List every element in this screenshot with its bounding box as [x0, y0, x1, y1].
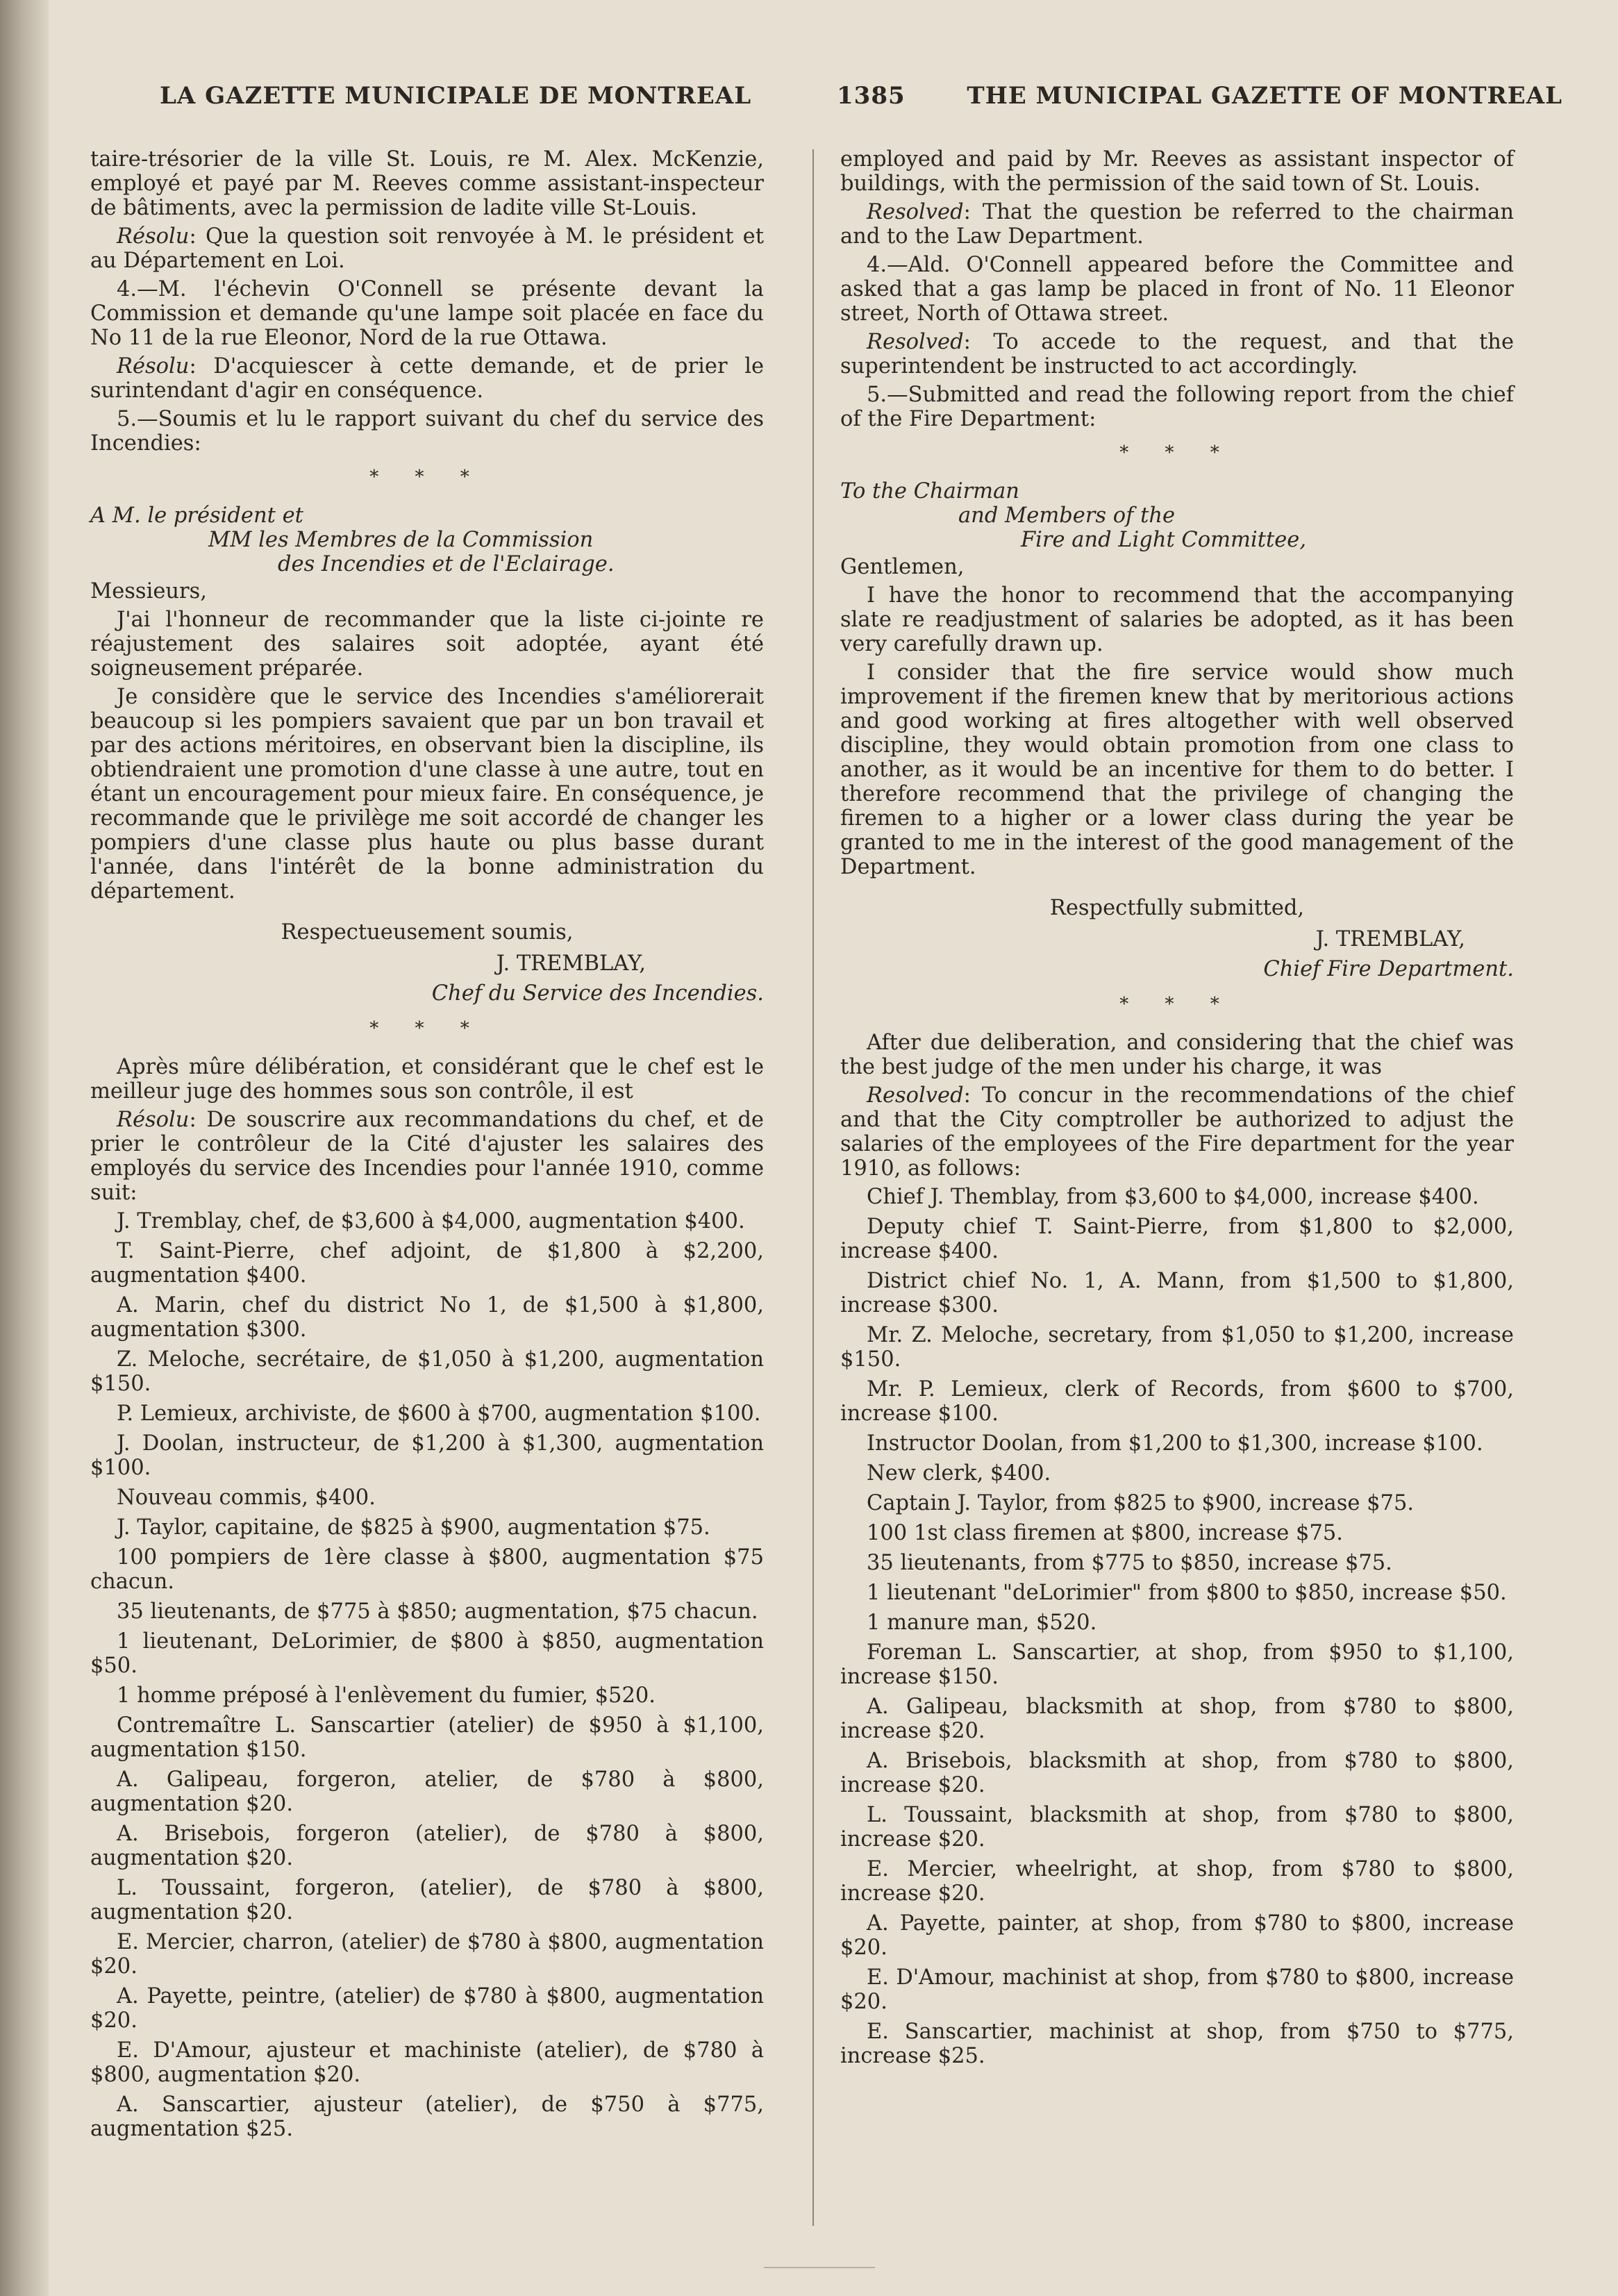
running-header	[160, 82, 1562, 124]
letter-paragraph: I consider that the fire service would show much improvement if the firemen knew that by meritorious actions and good working at fires altogether with well observed discipline, they would obtain promotion from one class to another, as it would be an incentive for them to do better. I therefore recommend that the privilege of changing the firemen to a higher or a lower class during the year be granted to me in the interest of the good management of the Department.	[840, 660, 1514, 879]
paragraph: employed and paid by Mr. Reeves as assistant inspector of buildings, with the permission of the said town of St. Louis.	[840, 147, 1514, 196]
english-column	[840, 147, 1514, 2074]
salary-item: 1 manure man, $520.	[867, 1611, 1097, 1635]
header-english-title: THE MUNICIPAL GAZETTE OF MONTREAL	[967, 82, 1562, 110]
paragraph: 4.—Ald. O'Connell appeared before the Committee and asked that a gas lamp be placed in front of No. 11 Eleonor street, North of Ottawa street.	[840, 253, 1514, 326]
paragraph: After due deliberation, and considering that the chief was the best judge of the men under his charge, it was	[840, 1031, 1514, 1079]
salary-item: A. Sanscartier, ajusteur (atelier), de $750 à $775, augmentation $25.	[90, 2093, 764, 2141]
resolution-text: : To accede to the request, and that the superintendent be instructed to act accordingly.	[840, 330, 1514, 378]
signature-title: Chef du Service des Incendies.	[431, 981, 764, 1006]
resolution-label: Resolved	[867, 330, 964, 354]
salary-item: Instructor Doolan, from $1,200 to $1,300, increase $100.	[867, 1431, 1483, 1456]
section-separator: * * *	[369, 1018, 485, 1039]
salary-item: T. Saint-Pierre, chef adjoint, de $1,800 à $2,200, augmentation $400.	[90, 1239, 764, 1288]
salary-item: 100 1st class firemen at $800, increase $75.	[867, 1521, 1343, 1545]
salary-item: E. Mercier, wheelright, at shop, from $780 to $800, increase $20.	[840, 1857, 1514, 1906]
letter-address-line: Fire and Light Committee,	[1021, 528, 1307, 552]
resolution-text: : That the question be referred to the chairman and to the Law Department.	[840, 200, 1514, 249]
bottom-rule	[764, 2267, 875, 2268]
section-separator: * * *	[1119, 994, 1235, 1015]
letter-closing: Respectueusement soumis,	[281, 920, 574, 945]
signature-title: Chief Fire Department.	[1263, 957, 1514, 981]
salary-item: E. Sanscartier, machinist at shop, from $750 to $775, increase $25.	[840, 2020, 1514, 2068]
resolution-label: Résolu	[117, 354, 190, 378]
salary-item: Nouveau commis, $400.	[117, 1486, 376, 1510]
letter-paragraph: Je considère que le service des Incendies s'améliorerait beaucoup si les pompiers savaient que par un bon travail et par des actions méritoires, en observant bien la discipline, ils obtiendraient une promotion d'une classe à une autre, tout en étant un encouragement pour mieux faire. En conséquence, je recommande que le privilège me soit accordé de changer les pompiers d'une classe plus haute ou plus basse durant l'année, dans l'intérêt de la bonne administration du département.	[90, 685, 764, 904]
salary-item: A. Marin, chef du district No 1, de $1,500 à $1,800, augmentation $300.	[90, 1293, 764, 1342]
salary-list-french	[90, 1209, 764, 2141]
resolution-label: Résolu	[117, 224, 190, 249]
salary-item: 1 homme préposé à l'enlèvement du fumier, $520.	[117, 1683, 656, 1708]
resolution-paragraph	[90, 224, 764, 273]
salary-item: J. Tremblay, chef, de $3,600 à $4,000, augmentation $400.	[117, 1209, 745, 1233]
letter-address-line: To the Chairman	[840, 479, 1019, 504]
salary-item: New clerk, $400.	[867, 1461, 1051, 1486]
resolution-text: : De souscrire aux recommandations du chef, et de prier le contrôleur de la Cité d'ajuster les salaires des employés du service des Incendies pour l'année 1910, comme suit:	[90, 1108, 764, 1205]
salary-list-english	[840, 1185, 1514, 2068]
salary-item: Deputy chief T. Saint-Pierre, from $1,800 to $2,000, increase $400.	[840, 1215, 1514, 1263]
paragraph: 4.—M. l'échevin O'Connell se présente devant la Commission et demande qu'une lampe soit placée en face du No 11 de la rue Eleonor, Nord de la rue Ottawa.	[90, 277, 764, 350]
salary-item: E. D'Amour, ajusteur et machiniste (atelier), de $780 à $800, augmentation $20.	[90, 2038, 764, 2087]
letter-address-line: des Incendies et de l'Eclairage.	[278, 552, 615, 576]
salary-item: E. D'Amour, machinist at shop, from $780 to $800, increase $20.	[840, 1965, 1514, 2014]
salary-item: Chief J. Themblay, from $3,600 to $4,000, increase $400.	[867, 1185, 1479, 1209]
french-column	[90, 147, 764, 2147]
salary-item: 100 pompiers de 1ère classe à $800, augmentation $75 chacun.	[90, 1545, 764, 1594]
letter-address-line: A M. le président et	[90, 504, 303, 528]
letter-greeting: Messieurs,	[90, 579, 207, 604]
gazette-page	[49, 0, 1618, 2296]
signature-name: J. TREMBLAY,	[496, 951, 646, 976]
letter-address-line: and Members of the	[958, 504, 1176, 528]
book-binding-edge	[0, 0, 49, 2296]
salary-item: A. Payette, peintre, (atelier) de $780 à $800, augmentation $20.	[90, 1984, 764, 2033]
salary-item: 35 lieutenants, de $775 à $850; augmentation, $75 chacun.	[117, 1599, 758, 1624]
resolution-label: Resolved	[867, 200, 964, 224]
salary-item: Foreman L. Sanscartier, at shop, from $950 to $1,100, increase $150.	[840, 1640, 1514, 1689]
salary-item: District chief No. 1, A. Mann, from $1,500 to $1,800, increase $300.	[840, 1269, 1514, 1317]
salary-item: A. Brisebois, blacksmith at shop, from $780 to $800, increase $20.	[840, 1749, 1514, 1797]
salary-item: Contremaître L. Sanscartier (atelier) de $950 à $1,100, augmentation $150.	[90, 1713, 764, 1762]
page-number: 1385	[837, 82, 906, 110]
resolution-paragraph	[90, 354, 764, 403]
resolution-label: Résolu	[117, 1108, 190, 1132]
paragraph: 5.—Submitted and read the following report from the chief of the Fire Department:	[840, 383, 1514, 431]
salary-item: 1 lieutenant "deLorimier" from $800 to $850, increase $50.	[867, 1581, 1507, 1605]
salary-item: J. Taylor, capitaine, de $825 à $900, augmentation $75.	[117, 1515, 710, 1540]
column-divider	[812, 149, 814, 2226]
resolution-text: : Que la question soit renvoyée à M. le président et au Département en Loi.	[90, 224, 764, 273]
salary-item: L. Toussaint, blacksmith at shop, from $780 to $800, increase $20.	[840, 1803, 1514, 1852]
paragraph: Après mûre délibération, et considérant que le chef est le meilleur juge des hommes sous son contrôle, il est	[90, 1055, 764, 1104]
salary-item: E. Mercier, charron, (atelier) de $780 à $800, augmentation $20.	[90, 1930, 764, 1979]
resolution-text: : To concur in the recommendations of the chief and that the City comptroller be authorized to adjust the salaries of the employees of the Fire department for the year 1910, as follows:	[840, 1083, 1514, 1181]
salary-item: J. Doolan, instructeur, de $1,200 à $1,300, augmentation $100.	[90, 1431, 764, 1480]
letter-address-line: MM les Membres de la Commission	[208, 528, 594, 552]
salary-item: A. Brisebois, forgeron (atelier), de $780 à $800, augmentation $20.	[90, 1822, 764, 1870]
salary-item: A. Payette, painter, at shop, from $780 to $800, increase $20.	[840, 1911, 1514, 1960]
resolution-paragraph	[90, 1108, 764, 1205]
salary-item: Captain J. Taylor, from $825 to $900, increase $75.	[867, 1491, 1415, 1515]
salary-item: Z. Meloche, secrétaire, de $1,050 à $1,200, augmentation $150.	[90, 1347, 764, 1396]
signature-name: J. TREMBLAY,	[1315, 927, 1465, 951]
header-french-title: LA GAZETTE MUNICIPALE DE MONTREAL	[160, 82, 752, 110]
letter-greeting: Gentlemen,	[840, 555, 965, 579]
section-separator: * * *	[1119, 442, 1235, 463]
salary-item: Mr. P. Lemieux, clerk of Records, from $600 to $700, increase $100.	[840, 1377, 1514, 1426]
resolution-paragraph	[840, 330, 1514, 378]
letter-paragraph: I have the honor to recommend that the accompanying slate re readjustment of salaries be adopted, as it has been very carefully drawn up.	[840, 583, 1514, 656]
salary-item: Mr. Z. Meloche, secretary, from $1,050 to $1,200, increase $150.	[840, 1323, 1514, 1372]
salary-item: L. Toussaint, forgeron, (atelier), de $780 à $800, augmentation $20.	[90, 1876, 764, 1924]
salary-item: 1 lieutenant, DeLorimier, de $800 à $850, augmentation $50.	[90, 1629, 764, 1678]
salary-item: 35 lieutenants, from $775 to $850, increase $75.	[867, 1551, 1392, 1575]
resolution-label: Resolved	[867, 1083, 964, 1108]
resolution-text: : D'acquiescer à cette demande, et de prier le surintendant d'agir en conséquence.	[90, 354, 764, 403]
resolution-paragraph	[840, 200, 1514, 249]
section-separator: * * *	[369, 467, 485, 488]
salary-item: A. Galipeau, blacksmith at shop, from $780 to $800, increase $20.	[840, 1695, 1514, 1743]
paragraph: 5.—Soumis et lu le rapport suivant du chef du service des Incendies:	[90, 407, 764, 456]
letter-closing: Respectfully submitted,	[1049, 896, 1305, 920]
salary-item: P. Lemieux, archiviste, de $600 à $700, augmentation $100.	[117, 1401, 761, 1426]
resolution-paragraph	[840, 1083, 1514, 1181]
paragraph: taire-trésorier de la ville St. Louis, re M. Alex. McKenzie, employé et payé par M. Reeves comme assistant-inspecteur de bâtiments, avec la permission de ladite ville St-Louis.	[90, 147, 764, 220]
letter-paragraph: J'ai l'honneur de recommander que la liste ci-jointe re réajustement des salaires soit adoptée, ayant été soigneusement préparée.	[90, 608, 764, 681]
salary-item: A. Galipeau, forgeron, atelier, de $780 à $800, augmentation $20.	[90, 1767, 764, 1816]
